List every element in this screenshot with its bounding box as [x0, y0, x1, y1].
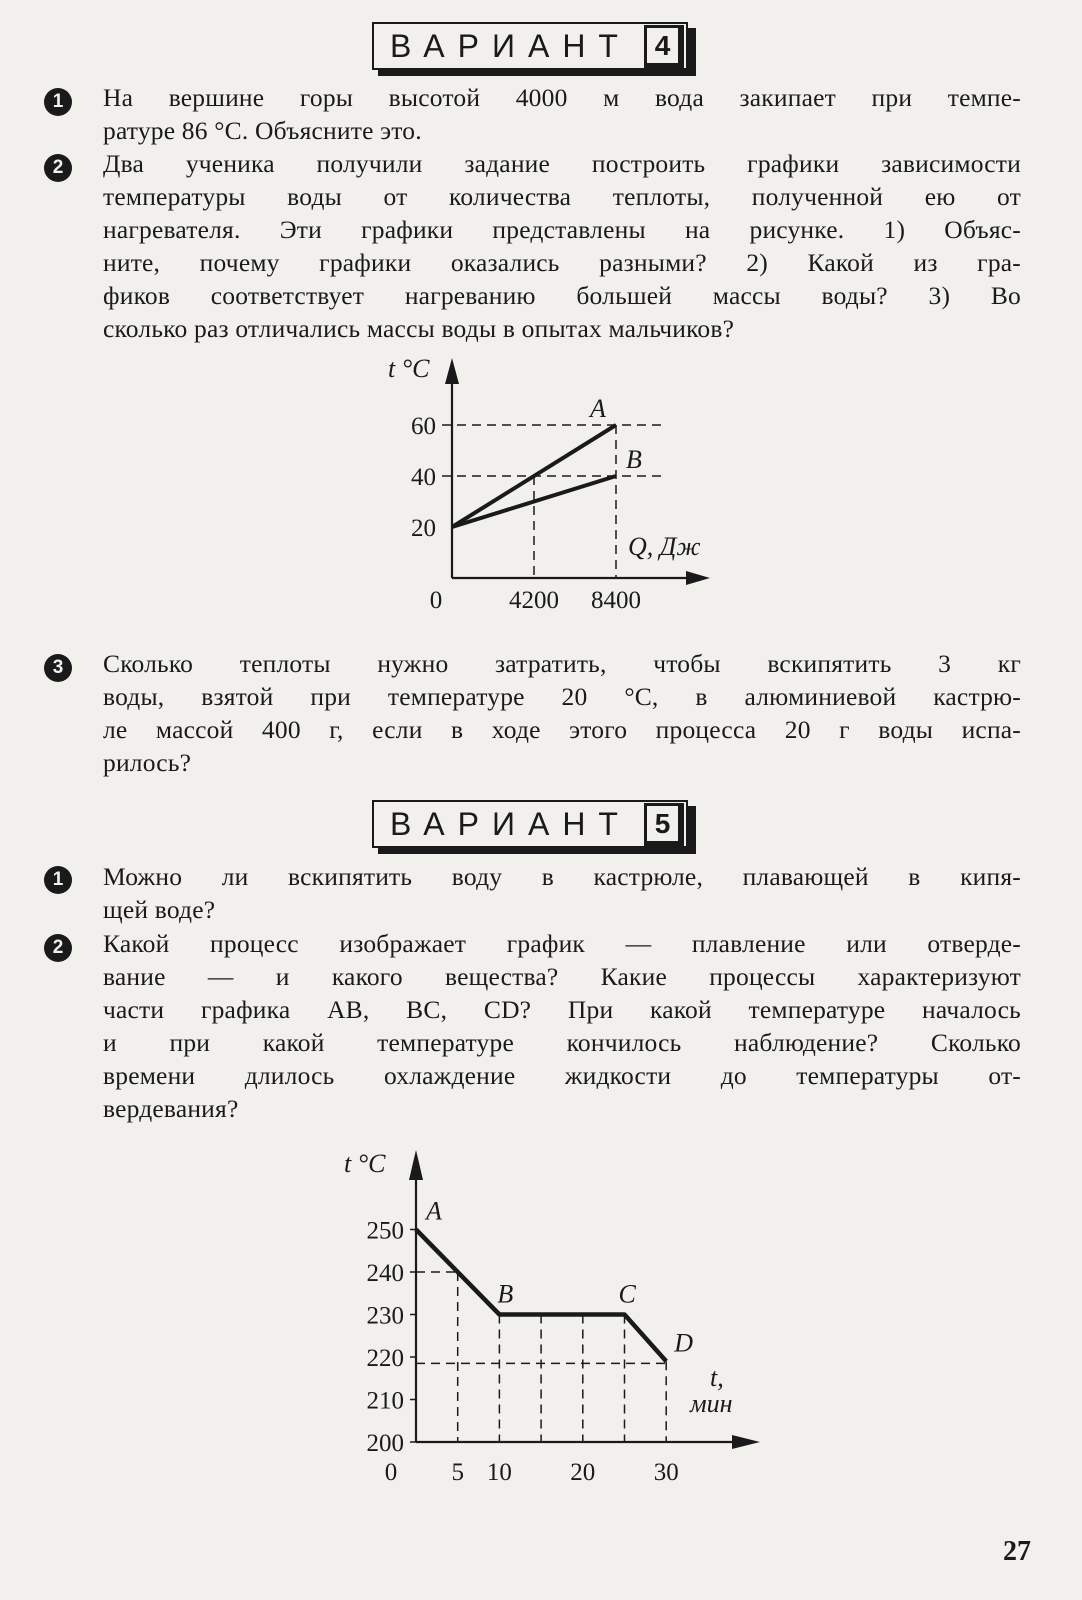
y-axis-arrow	[445, 358, 459, 384]
x-axis-label: мин	[690, 1389, 733, 1418]
y-tick-label: 40	[411, 464, 436, 491]
y-tick-label: 240	[366, 1260, 404, 1287]
text-line: воды, взятой при температуре 20 °С, в алюминиевой кастрю-	[103, 682, 1021, 711]
series-label-b: B	[626, 445, 642, 474]
page-number: 27	[1003, 1536, 1031, 1567]
y-tick-label: 250	[366, 1217, 404, 1245]
y-axis-label: t °C	[344, 1149, 386, 1178]
x-axis-arrow	[732, 1435, 760, 1449]
x-tick-label: 5	[451, 1459, 464, 1486]
v5-q2-bullet: 2	[44, 934, 72, 962]
v5-q1-text	[103, 860, 1021, 926]
x-axis-arrow	[686, 571, 710, 585]
variant-4-label: ВАРИАНТ	[372, 22, 688, 70]
v4-q3-text	[103, 647, 1021, 779]
text-line: вердевания?	[103, 1094, 239, 1123]
x-tick-label: 20	[570, 1459, 596, 1486]
v4-q2-text	[103, 147, 1021, 345]
point-label-b: B	[497, 1279, 514, 1309]
heating-chart	[380, 350, 740, 630]
y-tick-label: 200	[366, 1430, 404, 1457]
cooling-chart	[340, 1140, 790, 1490]
variant-5-label: ВАРИАНТ	[372, 800, 688, 848]
x-axis-label: Q, Дж	[628, 532, 701, 561]
y-tick-label: 20	[411, 515, 436, 542]
text-line: ратуре 86 °С. Объясните это.	[103, 116, 422, 145]
text-line: На вершине горы высотой 4000 м вода закипает при темпе-	[103, 83, 1021, 112]
point-label-d: D	[674, 1328, 693, 1358]
x-tick-label: 30	[653, 1459, 679, 1486]
y-axis-label: t °C	[388, 354, 430, 383]
series-label-a: A	[590, 394, 606, 423]
text-line: фиков соответствует нагреванию большей массы воды? 3) Во	[103, 281, 1021, 310]
x-tick-label: 4200	[509, 587, 559, 614]
variant-4-number: 4	[644, 25, 684, 69]
v4-q1-bullet: 1	[44, 88, 72, 116]
text-line: температуры воды от количества теплоты, полученной ею от	[103, 182, 1021, 211]
text-line: нагревателя. Эти графики представлены на рисунке. 1) Объяс-	[103, 215, 1021, 244]
variant-5-number: 5	[644, 803, 684, 847]
x-axis-label: t,	[710, 1363, 724, 1392]
y-tick-label: 60	[411, 413, 436, 440]
y-axis-arrow	[409, 1150, 423, 1180]
x-tick-label: 8400	[591, 587, 641, 614]
text-line: Какой процесс изображает график — плавление или отверде-	[103, 929, 1021, 958]
y-tick-label: 230	[366, 1302, 404, 1330]
text-line: времени длилось охлаждение жидкости до температуры от-	[103, 1061, 1021, 1090]
text-line: части графика AB, BC, CD? При какой температуре началось	[103, 995, 1021, 1024]
variant-4-header	[372, 22, 694, 74]
v4-q1-text	[103, 81, 1021, 147]
v4-q2-bullet: 2	[44, 154, 72, 182]
text-line: Два ученика получили задание построить графики зависимости	[103, 149, 1021, 178]
x-tick-label: 0	[384, 1459, 398, 1486]
y-tick-label: 220	[366, 1345, 404, 1372]
text-line: ните, почему графики оказались разными? 2) Какой из гра-	[103, 248, 1021, 277]
text-line: ле массой 400 г, если в ходе этого процесса 20 г воды испа-	[103, 715, 1021, 744]
x-tick-label: 10	[486, 1459, 512, 1486]
text-line: и при какой температуре кончилось наблюдение? Сколько	[103, 1028, 1021, 1057]
text-line: щей воде?	[103, 895, 216, 924]
v5-q1-bullet: 1	[44, 866, 72, 894]
x-tick-label: 0	[429, 587, 443, 614]
text-line: рилось?	[103, 748, 192, 777]
text-line: Сколько теплоты нужно затратить, чтобы вскипятить 3 кг	[103, 649, 1021, 678]
text-line: вание — и какого вещества? Какие процессы характеризуют	[103, 962, 1021, 991]
y-tick-label: 210	[366, 1387, 404, 1415]
point-label-a: A	[426, 1196, 442, 1226]
text-line: Можно ли вскипятить воду в кастрюле, плавающей в кипя-	[103, 862, 1021, 891]
text-line: сколько раз отличались массы воды в опытах мальчиков?	[103, 314, 735, 343]
v4-q3-bullet: 3	[44, 654, 72, 682]
v5-q2-text	[103, 927, 1021, 1125]
point-label-c: C	[618, 1279, 636, 1309]
variant-5-header	[372, 800, 694, 852]
